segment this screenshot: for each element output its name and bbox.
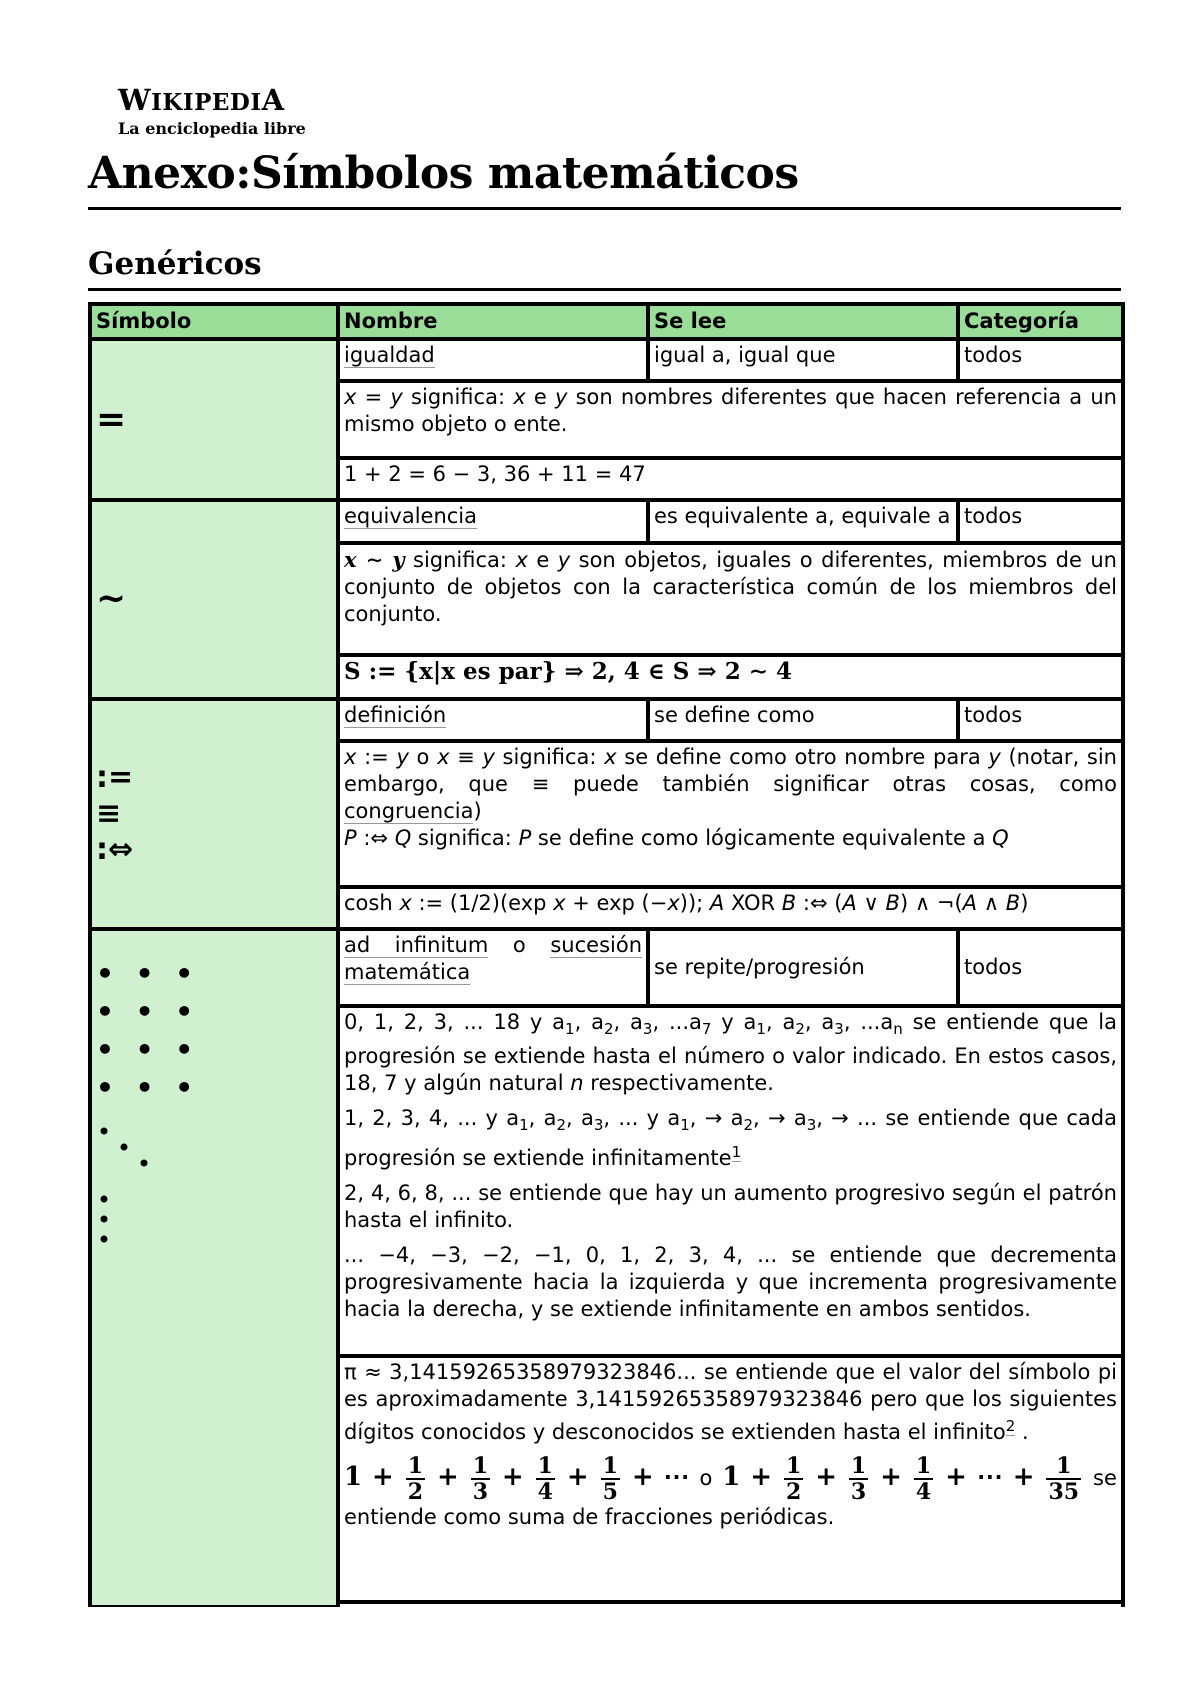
- header-name: Nombre: [338, 304, 648, 339]
- category-cell: todos: [958, 929, 1123, 1006]
- tilde-symbol: ~: [96, 578, 127, 620]
- table-row: [90, 929, 1123, 1006]
- page-title: Anexo:Símbolos matemáticos: [88, 148, 799, 199]
- header-reads: Se lee: [648, 304, 958, 339]
- empty-cell: [338, 1602, 1123, 1607]
- series-term: 1: [344, 1461, 363, 1492]
- wikipedia-logo[interactable]: [118, 84, 306, 138]
- fraction-1-2: $\frac{1}{2}$: [407, 1452, 424, 1505]
- symbol-cell-ellipsis: [90, 929, 338, 1607]
- description-cell: [338, 1006, 1123, 1356]
- reference-2-link[interactable]: 2: [1005, 1416, 1016, 1435]
- link-ad-infinitum[interactable]: ad infinitum: [344, 933, 489, 958]
- table-row: [90, 500, 1123, 542]
- description-cell: x = y significa: x e y son nombres diferentes que hacen referencia a un mismo objeto o ente.: [338, 381, 1123, 458]
- fraction-1-2: $\frac{1}{2}$: [785, 1452, 802, 1505]
- diagonal-dots-icon: [96, 1121, 156, 1175]
- name-cell: [338, 699, 648, 741]
- ellipsis-symbol: • • •: [96, 995, 200, 1029]
- progression-pattern-text: 2, 4, 6, 8, ... se entiende que hay un aumento progresivo según el patrón hasta el infinito.: [344, 1181, 1117, 1233]
- symbol-cell-equality: [90, 339, 338, 500]
- pi-text: π ≈ 3,14159265358979323846... se entiende que el valor del símbolo pi es aproximadamente 3,14159265358979323846 pero que los siguientes dígitos conocidos y desconocidos se extienden hasta el infinito$^2$ .: [344, 1359, 1117, 1444]
- name-cell: [338, 500, 648, 542]
- category-cell: todos: [958, 699, 1123, 741]
- category-cell: todos: [958, 500, 1123, 542]
- equals-symbol: =: [96, 398, 127, 440]
- fraction-1-4: $\frac{1}{4}$: [537, 1452, 553, 1505]
- example-cell: 1 + 2 = 6 − 3, 36 + 11 = 47: [338, 458, 1123, 500]
- header-symbol: Símbolo: [90, 304, 338, 339]
- table-header-row: [90, 304, 1123, 339]
- set-formula: S := {x|x es par} ⇒ 2, 4 ∈ S ⇒ 2 ∼ 4: [344, 658, 792, 686]
- link-sucesion-matematica[interactable]: sucesión matemática: [344, 933, 643, 985]
- header-category: Categoría: [958, 304, 1123, 339]
- progression-finite-text: 0, 1, 2, 3, ... 18 y $a_1$, $a_2$, $a_3$, $...a_7$ y $a_1$, $a_2$, $a_3$, $...a_n$ se entiende que la progresión se extiende hasta el número o valor indicado. En estos casos, 18, 7 y algún natural n respectivamente.: [344, 1009, 1117, 1095]
- link-equivalencia[interactable]: equivalencia: [344, 504, 478, 529]
- symbol-cell-definition: [90, 699, 338, 929]
- example-cell: cosh x := (1/2)(exp x + exp (−x)); A XOR B :⇔ (A ∨ B) ∧ ¬(A ∧ B): [338, 887, 1123, 929]
- harmonic-series-text: 1 + $\frac{1}{2}$ + $\frac{1}{3}$ + $\frac{1}{4}$ + $\frac{1}{5}$ + ⋯ o 1 + $\frac{1}{2}$ + $\frac{1}{3}$ + $\frac{1}{4}$ + ⋯ + $\frac{1}{35}$ se entiende como suma de fracciones periódicas.: [344, 1452, 1117, 1529]
- name-cell: [338, 339, 648, 381]
- progression-infinite-text: 1, 2, 3, 4, ... y $a_1$, $a_2$, $a_3$, ... y $a_1$, → $a_2$, → $a_3$, → ... se entiende que cada progresión se extiende infinitamente$^1$: [344, 1106, 1117, 1171]
- definition-paragraph: x := y o x ≡ y significa: x se define como otro nombre para y (notar, sin embargo, que ≡ puede también significar otras cosas, como congruencia): [344, 744, 1117, 823]
- reads-cell: igual a, igual que: [648, 339, 958, 381]
- table-row: [90, 699, 1123, 741]
- table-row: [90, 339, 1123, 381]
- reads-cell: se define como: [648, 699, 958, 741]
- fraction-1-35: $\frac{1}{35}$: [1048, 1452, 1080, 1505]
- symbols-table: [88, 302, 1125, 1607]
- fraction-1-3: $\frac{1}{3}$: [472, 1452, 488, 1505]
- ellipsis-symbol: • • •: [96, 957, 200, 991]
- wikipedia-wordmark: WIKIPEDIA: [118, 83, 285, 117]
- ellipsis-symbol: • • •: [96, 1033, 200, 1067]
- example-cell: [338, 655, 1123, 699]
- reads-cell: es equivalente a, equivale a: [648, 500, 958, 542]
- description-cell: x ∼ y significa: x e y son objetos, iguales o diferentes, miembros de un conjunto de objetos con la característica común de los miembros del conjunto.: [338, 543, 1123, 656]
- fraction-1-4: $\frac{1}{4}$: [915, 1452, 932, 1505]
- reads-cell: se repite/progresión: [648, 929, 958, 1006]
- description-cell: [338, 1356, 1123, 1602]
- wikipedia-tagline: La enciclopedia libre: [118, 119, 306, 138]
- vertical-dots-icon: [96, 1189, 116, 1249]
- define-symbol: :=: [96, 759, 134, 795]
- category-cell: todos: [958, 339, 1123, 381]
- definition-paragraph: P :⇔ Q significa: P se define como lógicamente equivalente a Q: [344, 825, 1009, 850]
- section-divider: [88, 288, 1121, 291]
- description-cell: [338, 741, 1123, 887]
- link-igualdad[interactable]: igualdad: [344, 343, 435, 367]
- ellipsis-symbol: • • •: [96, 1071, 200, 1105]
- section-title: Genéricos: [88, 246, 262, 282]
- fraction-1-3: $\frac{1}{3}$: [850, 1452, 867, 1505]
- reference-1-link[interactable]: 1: [731, 1143, 742, 1162]
- fraction-1-5: $\frac{1}{5}$: [602, 1452, 618, 1505]
- progression-both-ways-text: ... −4, −3, −2, −1, 0, 1, 2, 3, 4, ... se entiende que decrementa progresivamente hacia la izquierda y que incrementa progresivamente hacia la derecha, y se extiende infinitamente en ambos sentidos.: [344, 1243, 1117, 1322]
- identical-symbol: ≡: [96, 795, 122, 831]
- name-cell: ad infinitum o sucesión matemática: [338, 929, 648, 1006]
- link-congruencia[interactable]: congruencia: [344, 798, 474, 823]
- symbol-cell-equivalence: [90, 500, 338, 698]
- title-divider: [88, 207, 1121, 210]
- link-definicion[interactable]: definición: [344, 702, 447, 727]
- define-iff-symbol: :⇔: [96, 831, 134, 867]
